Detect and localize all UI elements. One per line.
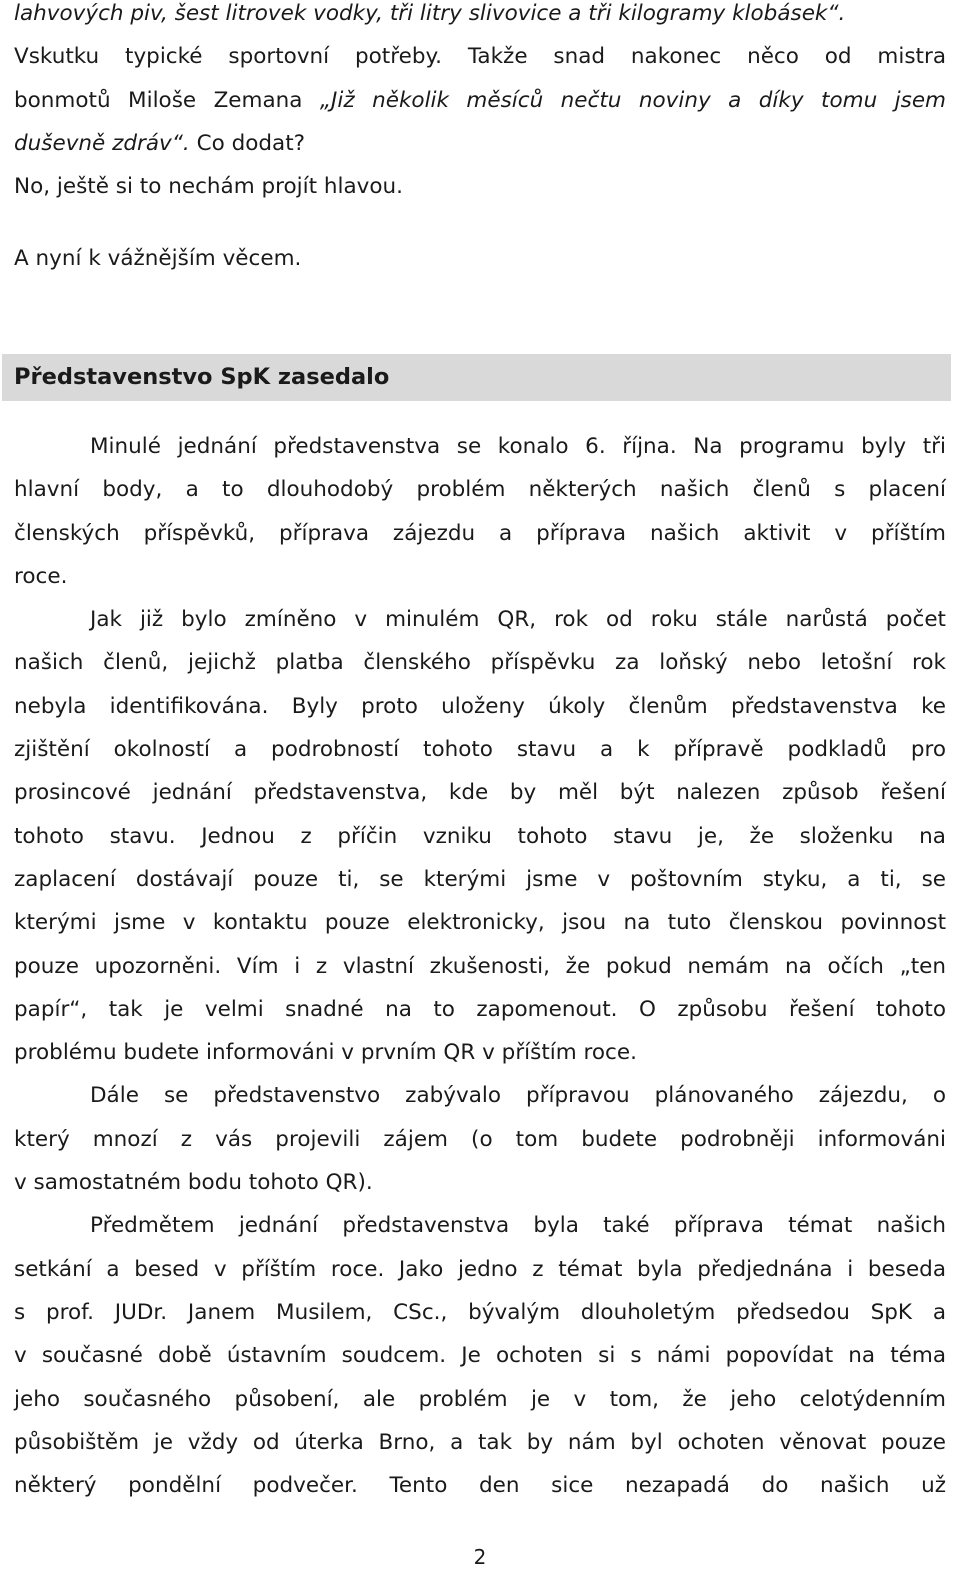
text-line: lahvových piv, šest litrovek vodky, tři litry slivovice a tři kilogramy klobásek“.: [14, 1, 846, 26]
text-line: našich členů, jejichž platba členského příspěvku za loňský nebo letošní rok: [14, 650, 946, 676]
text-line: setkání a besed v příštím roce. Jako jedno z témat byla předjednána i beseda: [14, 1256, 946, 1282]
text-line: jeho současného působení, ale problém je v tom, že jeho celotýdenním: [14, 1386, 946, 1412]
article-body: [14, 425, 946, 1507]
text-line: zaplacení dostávají pouze ti, se kterými jsme v poštovním styku, a ti, se: [14, 866, 946, 892]
text-line: No, ještě si to nechám projít hlavou.: [14, 174, 403, 200]
paragraph: [14, 1074, 946, 1204]
text-line: členských příspěvků, příprava zájezdu a příprava našich aktivit v příštím: [14, 520, 946, 546]
text-line: s prof. JUDr. Janem Musilem, CSc., bývalým dlouholetým předsedou SpK a: [14, 1299, 946, 1325]
paragraph: [14, 425, 946, 598]
text-line: Dále se představenstvo zabývalo přípravou plánovaného zájezdu, o: [90, 1083, 946, 1109]
text-line: působištěm je vždy od úterka Brno, a tak by nám byl ochoten věnovat pouze: [14, 1429, 946, 1455]
text-line: pouze upozorněni. Vím i z vlastní zkušenosti, že pokud nemám na očích „ten: [14, 953, 946, 979]
page-number: 2: [473, 1545, 487, 1569]
text-line: zjištění okolností a podrobností tohoto stavu a k přípravě podkladů pro: [14, 737, 946, 763]
text-line: nebyla identifikována. Byly proto uloženy úkoly členům představenstva ke: [14, 693, 946, 719]
paragraph: [14, 598, 946, 1074]
text-line: Předmětem jednání představenstva byla také příprava témat našich: [90, 1213, 946, 1239]
section-heading: Představenstvo SpK zasedalo: [14, 364, 390, 390]
text-line: bonmotů Miloše Zemana „Již několik měsíců nečtu noviny a díky tomu jsem: [14, 87, 947, 113]
text-line: papír“, tak je velmi snadné na to zapomenout. O způsobu řešení tohoto: [14, 996, 946, 1022]
text-line: tohoto stavu. Jednou z příčin vzniku tohoto stavu je, že složenku na: [14, 823, 946, 849]
text-line: hlavní body, a to dlouhodobý problém některých našich členů s placení: [14, 477, 946, 503]
text-line: který mnozí z vás projevili zájem (o tom budete podrobněji informováni: [14, 1126, 946, 1152]
text-line: prosincové jednání představenstva, kde by měl být nalezen způsob řešení: [14, 780, 946, 806]
text-line: Minulé jednání představenstva se konalo 6. října. Na programu byly tři: [90, 434, 946, 459]
text-line: Jak již bylo zmíněno v minulém QR, rok od roku stále narůstá počet: [90, 607, 946, 633]
document-page: [14, 0, 946, 281]
text-line: roce.: [14, 563, 68, 589]
text-line: kterými jsme v kontaktu pouze elektronicky, jsou na tuto členskou povinnost: [14, 910, 946, 936]
text-line: duševně zdráv“. Co dodat?: [14, 130, 306, 156]
paragraph: [14, 1204, 946, 1507]
text-line: některý pondělní podvečer. Tento den sice nezapadá do našich už: [14, 1473, 946, 1499]
text-line: v současné době ústavním soudcem. Je ochoten si s námi popovídat na téma: [14, 1343, 946, 1369]
text-line: v samostatném bodu tohoto QR).: [14, 1170, 373, 1196]
text-line: A nyní k vážnějším věcem.: [14, 246, 302, 272]
text-line: Vskutku typické sportovní potřeby. Takže snad nakonec něco od mistra: [14, 44, 946, 70]
text-line: problému budete informováni v prvním QR v příštím roce.: [14, 1040, 637, 1066]
intro-text: [14, 0, 946, 281]
